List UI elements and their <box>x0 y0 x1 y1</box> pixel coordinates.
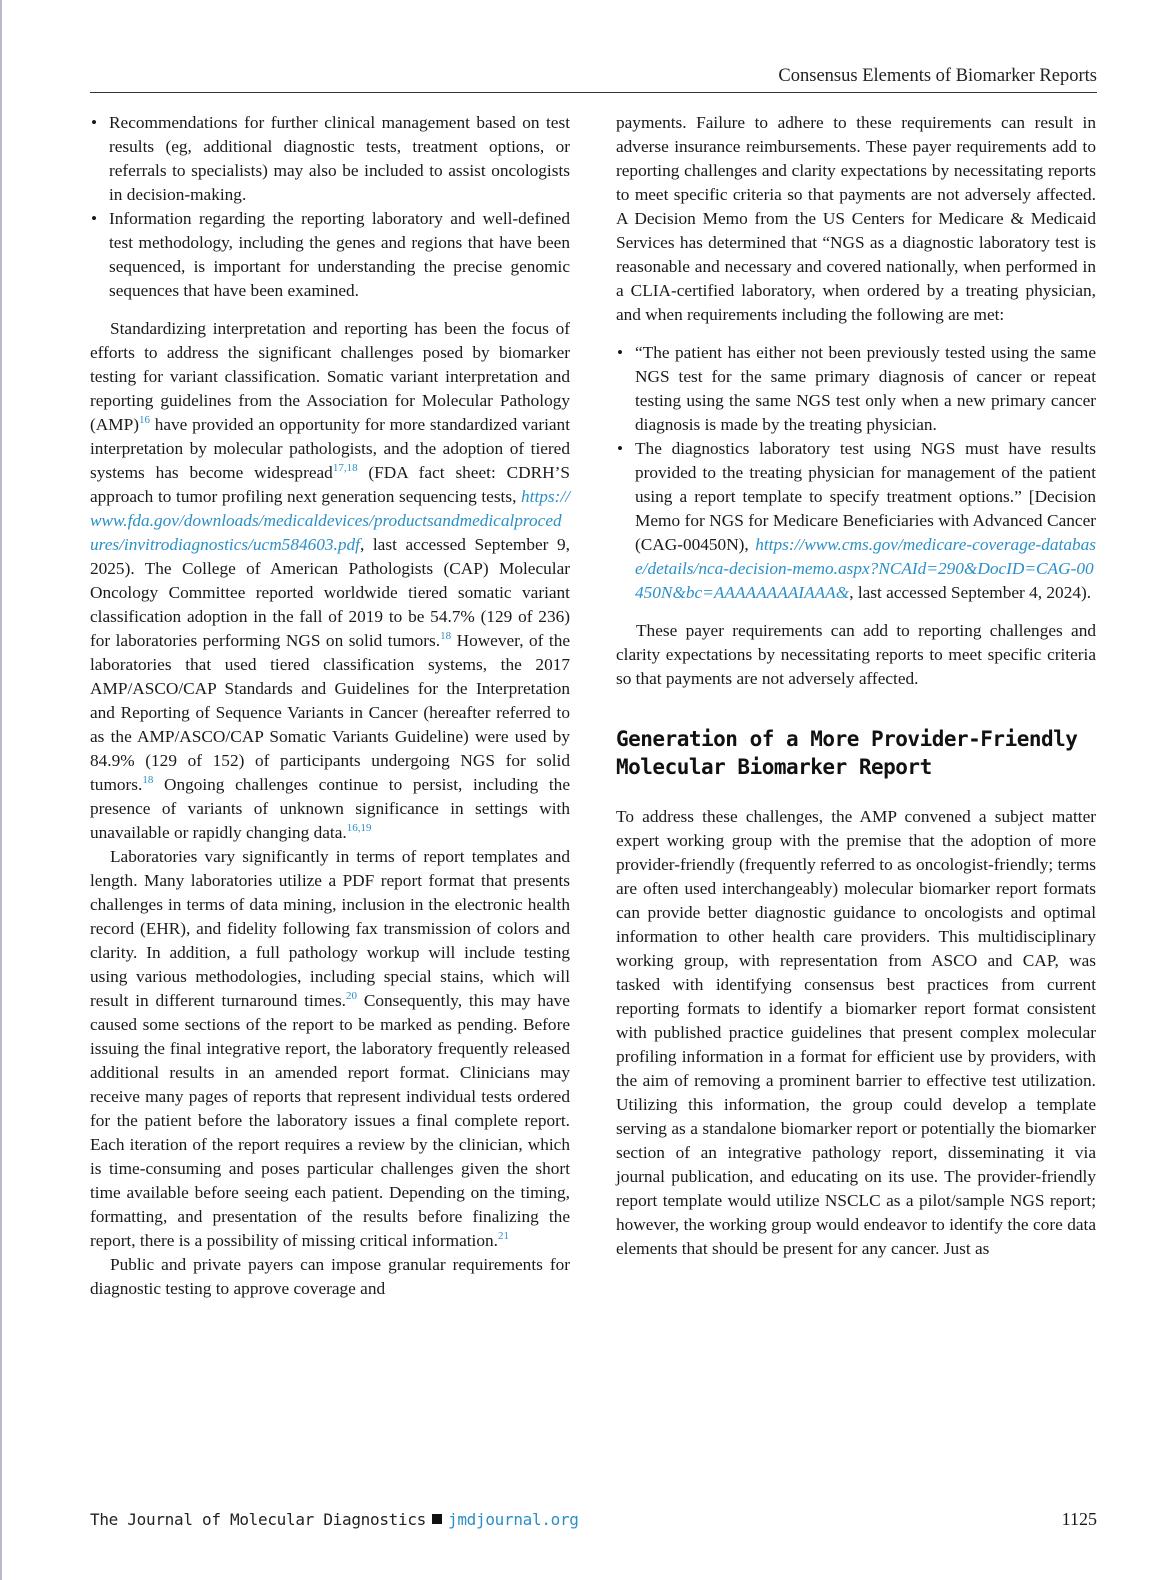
paragraph: Standardizing interpretation and reporting has been the focus of efforts to address the significant challenges posed by biomarker testing for variant classification. Somatic variant interpretation and reporting guidelines from the Association for Molecular Pathology (AMP)$^{16}$ have provided an opportunity for more standardized variant interpretation by molecular pathologists, and the adoption of tiered systems has become widespread$^{17,18}$ (FDA fact sheet: CDRH’S approach to tumor profiling next generation sequencing tests, https://www.fda.gov/downloads/medicaldevices/productsandmedicalprocedures/invitrodiagnostics/ucm584603.pdf, last accessed September 9, 2025). The College of American Pathologists (CAP) Molecular Oncology Committee reported worldwide tiered somatic variant classification adoption in the fall of 2019 to be 54.7% (129 of 236) for laboratories performing NGS on solid tumors.$^{18}$ However, of the laboratories that used tiered classification systems, the 2017 AMP/ASCO/CAP Standards and Guidelines for the Interpretation and Reporting of Sequence Variants in Cancer (hereafter referred to as the AMP/ASCO/CAP Somatic Variants Guideline) were used by 84.9% (129 of 152) of participants undergoing NGS for solid tumors.$^{18}$ Ongoing challenges continue to persist, including the presence of variants of unknown significance in settings with unavailable or rapidly changing data.$^{16,19}$ <box>90 319 571 842</box>
paragraph: Public and private payers can impose granular requirements for diagnostic testing to approve coverage and <box>90 1255 570 1298</box>
left-column <box>90 111 570 1301</box>
bullet-list <box>90 111 570 303</box>
bullet-item: • “The patient has either not been previously tested using the same NGS test for the same primary diagnosis of cancer or repeat testing using the same NGS test only when a new primary cancer diagnosis is made by the treating physician. <box>616 341 1096 437</box>
journal-name: The Journal of Molecular Diagnostics <box>90 1510 426 1529</box>
section-heading: Generation of a More Provider-Friendly Molecular Biomarker Report <box>616 727 1078 779</box>
citation-link[interactable]: 20 <box>346 990 357 1002</box>
page-number: 1125 <box>1061 1509 1097 1529</box>
citation-link[interactable]: 17,18 <box>332 462 358 474</box>
bullet-item: • Information regarding the reporting laboratory and well-defined test methodology, including the genes and regions that have been sequenced, is important for understanding the precise genomic sequences that have been examined. <box>90 207 570 303</box>
right-column <box>616 111 1096 1261</box>
bullet-list <box>616 341 1096 605</box>
bullet-item: • The diagnostics laboratory test using NGS must have results provided to the treating physician for management of the patient using a report template to specify treatment options.” [Decision Memo for NGS for Medicare Beneficiaries with Advanced Cancer (CAG-00450N), https://www.cms.gov/medicare-coverage-database/details/nca-decision-memo.aspx?NCAId=290&DocID=CAG-00450N&bc=AAAAAAAAIAAA&, last accessed September 4, 2024). <box>616 437 1096 605</box>
page-left-edge <box>0 0 2 1580</box>
cms-url-link[interactable]: https://www.cms.gov/medicare-coverage-database/details/nca-decision-memo.aspx?NCAId=290&DocID=CAG-00450N&bc=AAAAAAAAIAAA& <box>635 535 1096 602</box>
fda-url-link[interactable]: https://www.fda.gov/downloads/medicaldevices/productsandmedicalprocedures/invitrodiagnostics/ucm584603.pdf <box>90 487 570 554</box>
paragraph: To address these challenges, the AMP convened a subject matter expert working group with the premise that the adoption of more provider-friendly (frequently referred to as oncologist-friendly; terms are often used interchangeably) molecular biomarker report formats can provide better diagnostic guidance to oncologists and optimal information to other health care providers. This multidisciplinary working group, with representation from ASCO and CAP, was tasked with identifying consensus best practices from current reporting formats to identify a biomarker report format consistent with published practice guidelines that present complex molecular profiling information in a format for efficient use by providers, with the aim of removing a prominent barrier to effective test utilization. Utilizing this information, the group could develop a template serving as a standalone biomarker report or potentially the biomarker section of an integrative pathology report, disseminating it via journal publication, and educating on its use. The provider-friendly report template would utilize NSCLC as a pilot/sample NGS report; however, the working group would endeavor to identify the core data elements that should be present for any cancer. Just as <box>616 807 1096 1258</box>
paragraph: payments. Failure to adhere to these requirements can result in adverse insurance reimbursements. These payer requirements add to reporting challenges and clarity expectations by necessitating reports to meet specific criteria so that payments are not adversely affected. A Decision Memo from the US Centers for Medicare & Medicaid Services has determined that “NGS as a diagnostic laboratory test is reasonable and necessary and covered nationally, when performed in a CLIA-certified laboratory, when ordered by a treating physician, and when requirements including the following are met: <box>616 113 1096 324</box>
citation-link[interactable]: 16 <box>138 414 150 426</box>
bullet-item: • Recommendations for further clinical management based on test results (eg, additional diagnostic tests, treatment options, or referrals to specialists) may also be included to assist oncologists in decision-making. <box>90 111 570 207</box>
citation-link[interactable]: 16,19 <box>346 822 372 834</box>
page-footer <box>90 1509 1097 1530</box>
paragraph: Laboratories vary significantly in terms of report templates and length. Many laboratories utilize a PDF report format that presents challenges in terms of data mining, inclusion in the electronic health record (EHR), and fidelity following fax transmission of colors and clarity. In addition, a full pathology workup will include testing using various methodologies, including special stains, which will result in different turnaround times.$^{20}$ Consequently, this may have caused some sections of the report to be marked as pending. Before issuing the final integrative report, the laboratory frequently released additional results in an amended report format. Clinicians may receive many pages of reports that represent individual tests ordered for the patient before the laboratory issues a final complete report. Each iteration of the report requires a review by the clinician, which is time-consuming and poses particular challenges given the short time available before seeing each patient. Depending on the timing, formatting, and presentation of the results before finalizing the report, there is a possibility of missing critical information.$^{21}$ <box>90 847 570 1250</box>
citation-link[interactable]: 18 <box>440 630 452 642</box>
paragraph: These payer requirements can add to reporting challenges and clarity expectations by necessitating reports to meet specific criteria so that payments are not adversely affected. <box>616 621 1096 688</box>
citation-link[interactable]: 18 <box>142 774 154 786</box>
citation-link[interactable]: 21 <box>497 1230 509 1242</box>
square-separator-icon <box>432 1514 442 1524</box>
running-title: Consensus Elements of Biomarker Reports <box>778 66 1097 86</box>
journal-site-link[interactable]: jmdjournal.org <box>447 1510 579 1529</box>
header-rule <box>90 92 1097 93</box>
